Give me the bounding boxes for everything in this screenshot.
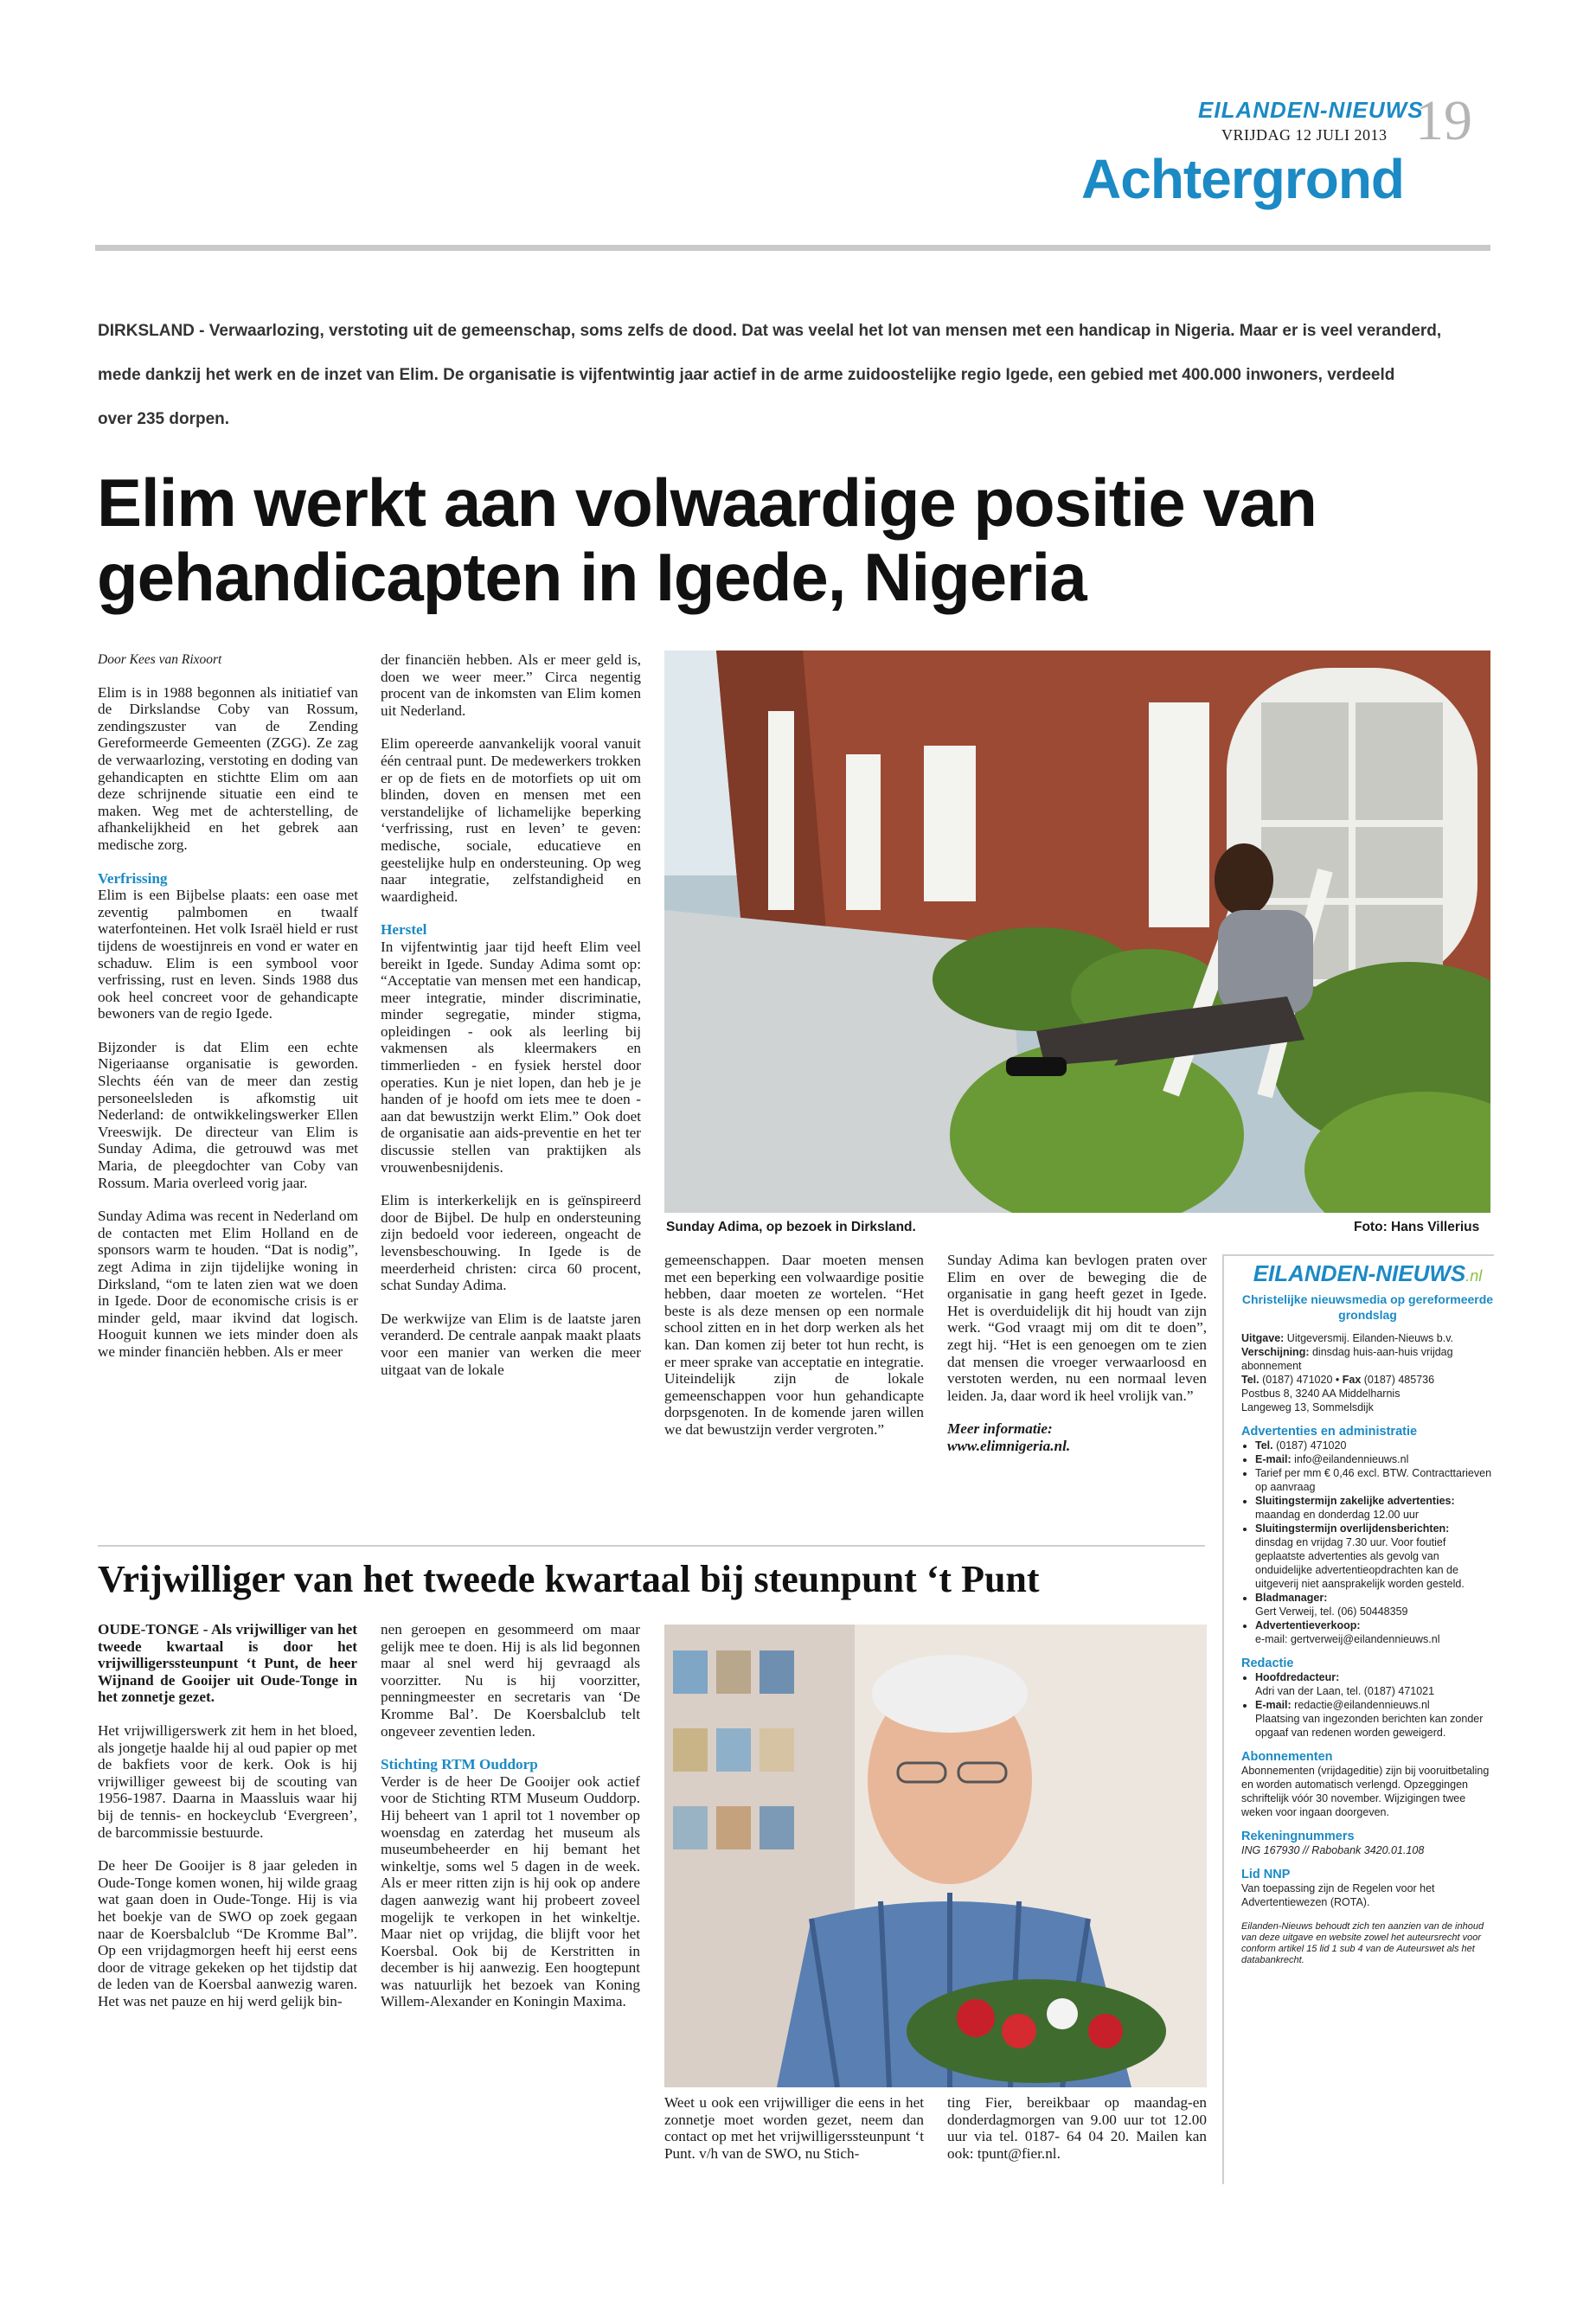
label: Tel. xyxy=(1241,1374,1259,1386)
article2-lead: OUDE-TONGE - Als vrijwilliger van het tweede kwartaal is door het vrijwilligerssteunpunt ‘t Punt, de heer Wijnand de Gooijer uit Oude-Tonge in het zonnetje gezet. xyxy=(98,1621,357,1706)
paragraph: Elim is interkerkelijk en is geïnspireerd door de Bijbel. De hulp en ondersteuning zijn bedoeld voor iedereen, ongeacht de levensbeschouwing. In Igede is de meerderheid christen: circa 60 procent, schat Sunday Adima. xyxy=(381,1192,641,1294)
value: Plaatsing van ingezonden berichten kan zonder opgaaf van redenen worden geweigerd. xyxy=(1255,1713,1484,1739)
label: Bladmanager: xyxy=(1255,1592,1328,1604)
list-item xyxy=(1255,1618,1494,1646)
list-item xyxy=(1255,1466,1494,1494)
label: Sluitingstermijn zakelijke advertenties: xyxy=(1255,1495,1455,1507)
intro-line-2: mede dankzij het werk en de inzet van Elim. De organisatie is vijfentwintig jaar actief in de arme zuidoostelijke regio Igede, een gebied met 400.000 inwoners, verdeeld xyxy=(98,366,1395,384)
list-item xyxy=(1255,1670,1494,1698)
paragraph: Elim is in 1988 begonnen als initiatief van de Dirkslandse Coby van Rossum, zendingszuster van de Zending Gereformeerde Gemeenten (ZGG). Ze zag de verwaarlozing, verstoting en doding van gehandicapten en stichtte Elim om aan deze schrijnende situatie een eind te maken. Weg met de achterstelling, de afhankelijkheid en het gebrek aan medische zorg. xyxy=(98,683,358,853)
value: (0187) 471020 xyxy=(1272,1439,1347,1452)
page-number: 19 xyxy=(1415,89,1472,152)
paragraph: der financiën hebben. Als er meer geld is, doen we weer meer.” Circa negentig procent van de inkomsten van Elim komen uit Nederland. xyxy=(381,651,641,719)
label: Sluitingstermijn overlijdensberichten: xyxy=(1255,1522,1450,1535)
value: Adri van der Laan, tel. (0187) 471021 xyxy=(1255,1685,1435,1697)
colophon-heading-nnp: Lid NNP xyxy=(1241,1868,1291,1881)
value[interactable]: e-mail: gertverweij@eilandennieuws.nl xyxy=(1255,1633,1440,1645)
colophon-copyright: Eilanden-Nieuws behoudt zich ten aanzien van de inhoud van deze uitgave en website zowel het auteursrecht voor conform artikel 15 lid 1 sub 4 van de Auteurswet als het databankrecht. xyxy=(1241,1921,1484,1965)
colophon-brand: EILANDEN-NIEUWS xyxy=(1253,1260,1466,1286)
colophon-advertising-list xyxy=(1241,1439,1494,1646)
article1-column-2 xyxy=(381,651,641,1394)
colophon-nnp-text: Van toepassing zijn de Regelen voor het Advertentiewezen (ROTA). xyxy=(1241,1882,1435,1908)
value[interactable]: redactie@eilandennieuws.nl xyxy=(1291,1699,1430,1711)
photo-caption: Sunday Adima, op bezoek in Dirksland. xyxy=(666,1220,916,1234)
section-title: Achtergrond xyxy=(1081,148,1404,210)
paragraph: Sunday Adima was recent in Nederland om de contacten met Elim Holland en de sponsors warm te houden. “Dat is nodig”, zegt Adima in zijn tijdelijke woning in Dirksland, “om te laten zien wat we doen in Igede. Door de economische crisis is er minder geld, maar ikvind dat logisch. Hooguit kunnen we iets minder doen als we minder financiën hebben. Als er meer xyxy=(98,1208,358,1360)
label: E-mail: xyxy=(1255,1453,1292,1465)
paragraph: De heer De Gooijer is 8 jaar geleden in Oude-Tonge komen wonen, hij wilde graag wat gaan doen in Oude-Tonge. Hij is via het boekje van de SWO op zoek gegaan naar de Koersbalclub “De Kromme Bal”. Op een vrijdagmorgen heeft hij eerst eens door de vitrage gekeken op het tijdstip dat de leden van de Koersbal aanwezig waren. Het was net pauze en hij werd gelijk bin- xyxy=(98,1857,357,2009)
colophon-editorial-list xyxy=(1241,1670,1494,1740)
colophon-heading-subscriptions: Abonnementen xyxy=(1241,1750,1333,1764)
masthead-brand: EILANDEN-NIEUWS xyxy=(1198,97,1424,123)
colophon-phone-fax xyxy=(1241,1373,1494,1387)
subheading-herstel: Herstel xyxy=(381,921,427,939)
label: Tel. xyxy=(1255,1439,1273,1452)
more-info-link[interactable]: www.elimnigeria.nl. xyxy=(947,1437,1071,1454)
value: Gert Verweij, tel. (06) 50448359 xyxy=(1255,1606,1408,1618)
paragraph: De werkwijze van Elim is de laatste jaren veranderd. De centrale aanpak maakt plaats voor een manier van werken die meer uitgaat van de lokale xyxy=(381,1310,641,1378)
photo-sunday-adima xyxy=(664,651,1490,1213)
colophon-brand-suffix: .nl xyxy=(1465,1267,1483,1285)
article-headline xyxy=(97,465,1394,614)
paragraph: Elim is een Bijbelse plaats: een oase met zeventig palmbomen en twaalf waterfonteinen. Het volk Israël hield er rust tijdens de woestijnreis en vond er water en schaduw. Elim is een symbool voor verfrissing, rust en leven. Sinds 1988 dus ook heel concreet voor de gehandicapte bewoners van de regio Igede. xyxy=(98,887,358,1022)
label: Uitgave: xyxy=(1241,1332,1285,1344)
colophon-tagline: Christelijke nieuwsmedia op gereformeerde grondslag xyxy=(1241,1292,1494,1322)
paragraph: ting Fier, bereikbaar op maandag-en donderdagmorgen van 9.00 uur tot 12.00 uur via tel. 0187- 64 04 20. Mailen kan ook: tpunt@fier.nl. xyxy=(947,2094,1207,2162)
paragraph: nen geroepen en gesommeerd om maar gelijk mee te doen. Hij is als lid begonnen maar al snel werd hij gevraagd als voorzitter. Nu is hij voorzitter, penningmeester en secretaris van ‘De Kromme Bal’. De Koersbalclub telt ongeveer zeventien leden. xyxy=(381,1621,640,1740)
colophon-publisher xyxy=(1241,1331,1494,1345)
paragraph: Het vrijwilligerswerk zit hem in het bloed, als jongetje haalde hij al oud papier op met de bakfiets voor de kerk. Ook is hij vrijwilliger geweest bij de scouting van 1956-1987. Daarna in Maassluis waar hij bij de tennis- en hockeyclub ‘Evergreen’, de barcommissie bestuurde. xyxy=(98,1721,357,1841)
colophon-accounts-text: ING 167930 // Rabobank 3420.01.108 xyxy=(1241,1844,1425,1856)
label: E-mail: xyxy=(1255,1699,1292,1711)
label: Fax xyxy=(1342,1374,1362,1386)
masthead-date: VRIJDAG 12 JULI 2013 xyxy=(1221,126,1388,144)
paragraph: gemeenschappen. Daar moeten mensen met een beperking een volwaardige positie hebben, daar moeten ze wortelen. “Het beste is als deze mensen op een normale school zitten en in het dorp werken als het kan. Dan komen zij beter tot hun recht, is er meer sprake van acceptatie en integratie. Uiteindelijk zijn de lokale gemeenschappen voor hun gehandicapte dorpsgenoten. In de komende jaren willen we dat bewustzijn verder vergroten.” xyxy=(664,1252,924,1438)
article1-column-3 xyxy=(664,1252,924,1455)
subheading-stichting-rtm: Stichting RTM Ouddorp xyxy=(381,1756,538,1773)
colophon-logo xyxy=(1241,1260,1494,1286)
list-item xyxy=(1255,1698,1494,1740)
colophon-box xyxy=(1222,1254,1494,2184)
header-rule xyxy=(95,245,1490,251)
more-info-label: Meer informatie: xyxy=(947,1420,1053,1438)
value[interactable]: info@eilandennieuws.nl xyxy=(1291,1453,1409,1465)
value: (0187) 471020 • xyxy=(1259,1374,1343,1386)
article2-column-2 xyxy=(381,1621,640,2027)
colophon-heading-advertising: Advertenties en administratie xyxy=(1241,1425,1418,1439)
article2-column-3 xyxy=(664,2094,924,2178)
colophon-top-rule xyxy=(1224,1254,1494,1256)
colophon-heading-editorial: Redactie xyxy=(1241,1657,1294,1670)
value: Tarief per mm € 0,46 excl. BTW. Contracttarieven op aanvraag xyxy=(1255,1467,1492,1493)
colophon-address-1: Postbus 8, 3240 AA Middelharnis xyxy=(1241,1388,1401,1400)
headline-line-1: Elim werkt aan volwaardige positie van xyxy=(97,465,1317,541)
label: Advertentieverkoop: xyxy=(1255,1619,1361,1631)
photo-sunday-adima-image xyxy=(664,651,1490,1213)
value: dinsdag huis-aan-huis vrijdag abonnement xyxy=(1241,1346,1453,1372)
list-item xyxy=(1255,1591,1494,1618)
paragraph: Elim opereerde aanvankelijk vooral vanuit één centraal punt. De medewerkers trokken er op de fiets en de motorfiets op uit om blinden, doven en mensen met een verstandelijke of lichamelijke beperking ‘verfrissing, rust en leven’ te geven: medische, sociale, educatieve en geestelijke hulp en ondersteuning. Op weg naar integratie, zelfstandigheid en waardigheid. xyxy=(381,735,641,905)
paragraph: Weet u ook een vrijwilliger die eens in het zonnetje moet worden gezet, neem dan contact op met het vrijwilligerssteunpunt ‘t Punt. v/h van de SWO, nu Stich- xyxy=(664,2094,924,2162)
article2-column-4 xyxy=(947,2094,1207,2178)
colophon-heading-accounts: Rekeningnummers xyxy=(1241,1830,1355,1843)
list-item xyxy=(1255,1439,1494,1452)
photo-wijnand-de-gooijer-image xyxy=(664,1625,1207,2087)
article1-column-4 xyxy=(947,1252,1207,1455)
value: (0187) 485736 xyxy=(1361,1374,1435,1386)
list-item xyxy=(1255,1494,1494,1522)
paragraph: Bijzonder is dat Elim een echte Nigeriaanse organisatie is geworden. Slechts één van de meer dan zestig personeelsleden is afkomstig uit Nederland: de ontwikkelingswerker Ellen Vreeswijk. De directeur van Elim is Sunday Adima, die getrouwd was met Maria, de pleegdochter van Coby van Rossum. Maria overleed vorig jaar. xyxy=(98,1038,358,1191)
subheading-verfrissing: Verfrissing xyxy=(98,869,168,887)
intro-line-1: DIRKSLAND - Verwaarlozing, verstoting uit de gemeenschap, soms zelfs de dood. Dat was veelal het lot van mensen met een handicap in Nigeria. Maar er is veel veranderd, xyxy=(98,322,1442,340)
paragraph: In vijfentwintig jaar tijd heeft Elim veel bereikt in Igede. Sunday Adima somt op: “Acceptatie van mensen met een handicap, meer integratie, minder discriminatie, minder segregatie, minder stigma, opleidingen - ook als leerling bij vakmensen als kleermakers en timmerlieden - en fysiek herstel door operaties. Kun je niet lopen, dan heb je je handen of je hoofd om iets mee te doen - aan dat bewustzijn werkt Elim.” Ook doet de organisatie aan aids-preventie en het ter discussie stellen van praktijken als vrouwenbesnijdenis. xyxy=(381,938,641,1176)
value: dinsdag en vrijdag 7.30 uur. Voor foutief geplaatste advertenties als gevolg van onduidelijke advertentieopdrachten kan de uitgeverij niet aansprakelijk worden gesteld. xyxy=(1255,1536,1465,1590)
colophon-schedule xyxy=(1241,1345,1494,1373)
paragraph: Verder is de heer De Gooijer ook actief voor de Stichting RTM Museum Ouddorp. Hij beheert van 1 april tot 1 november op woensdag en zaterdag het museum als museumbeheerder en hij bemant het winkeltje, soms wel 5 dagen in de week. Als er meer ritten zijn is hij ook op andere dagen aanwezig want hij probeert zoveel mogelijk te verkopen in het winkeltje. Maar niet op vrijdag, die blijft voor het Koersbal. Ook bij de Kerstritten in december is hij aanwezig. Een hoogtepunt was natuurlijk het bezoek van Koning Willem-Alexander en Koningin Maxima. xyxy=(381,1772,640,2010)
label: Verschijning: xyxy=(1241,1346,1310,1358)
value: maandag en donderdag 12.00 uur xyxy=(1255,1509,1420,1521)
photo-credit: Foto: Hans Villerius xyxy=(1354,1220,1480,1234)
list-item xyxy=(1255,1522,1494,1591)
article2-column-1 xyxy=(98,1621,357,2026)
article-separator xyxy=(98,1545,1205,1547)
colophon-address-2: Langeweg 13, Sommelsdijk xyxy=(1241,1401,1374,1413)
paragraph: Sunday Adima kan bevlogen praten over Elim en over de beweging die de organisatie in gang heeft gezet in Igede. Het is overduidelijk dit hij houdt van zijn werk. “God vraagt mij om dit te doen”, zegt hij. “Het is een genoegen om te zien dat mensen die vroeger verwaarloosd en verstoten werden, nu een normaal leven leiden. Ja, daar word ik heel vrolijk van.” xyxy=(947,1252,1207,1404)
headline-line-2: gehandicapten in Igede, Nigeria xyxy=(97,539,1086,615)
colophon-subscriptions-text: Abonnementen (vrijdageditie) zijn bij vooruitbetaling en worden automatisch verlengd. Opzeggingen schriftelijk vóór 30 november. Wijzigingen twee weken voor ingaan doorgeven. xyxy=(1241,1765,1490,1818)
intro-line-3: over 235 dorpen. xyxy=(98,410,230,428)
value: Uitgeversmij. Eilanden-Nieuws b.v. xyxy=(1284,1332,1454,1344)
byline: Door Kees van Rixoort xyxy=(98,652,222,667)
photo-wijnand-de-gooijer xyxy=(664,1625,1207,2087)
article-intro xyxy=(98,309,1490,441)
list-item xyxy=(1255,1452,1494,1466)
article2-headline: Vrijwilliger van het tweede kwartaal bij steunpunt ‘t Punt xyxy=(98,1558,1040,1600)
article1-column-1 xyxy=(98,651,358,1377)
label: Hoofdredacteur: xyxy=(1255,1671,1340,1683)
